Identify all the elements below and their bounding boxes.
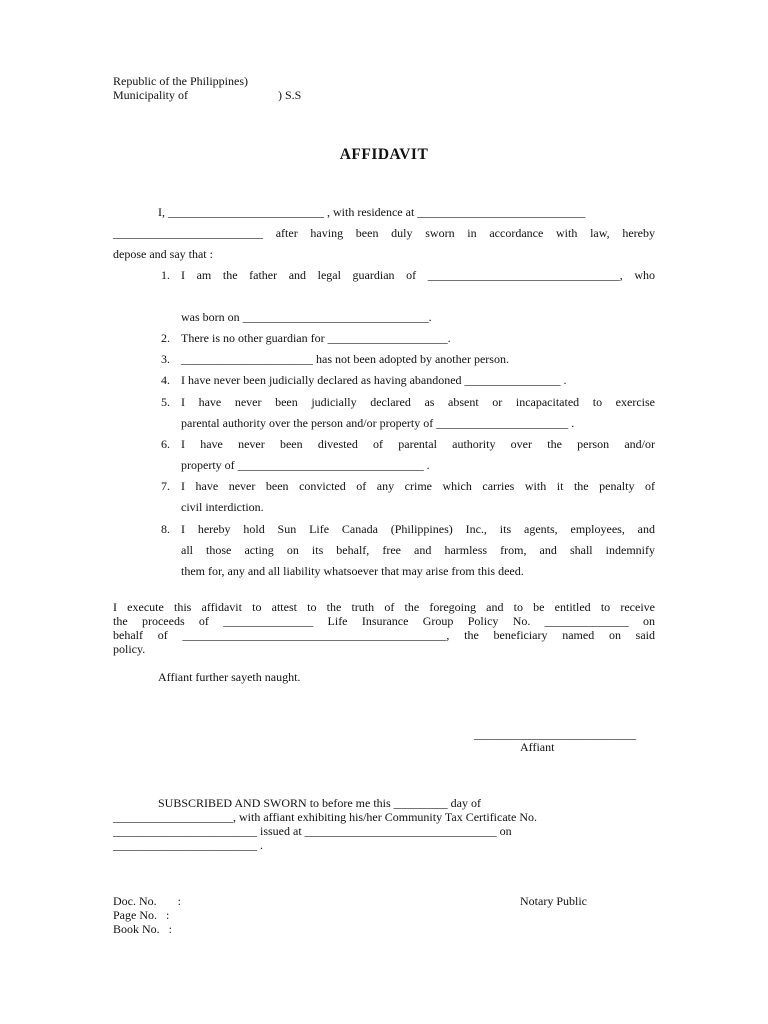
item-8-line-2: all those acting on its behalf, free and harmless from, and shall indemnify <box>181 543 655 557</box>
doc-number-label: Doc. No. : <box>113 894 181 908</box>
item-1-line-1: I am the father and legal guardian of ________________________________, who <box>181 268 655 282</box>
item-4-number: 4. <box>161 373 170 387</box>
affiant-label: Affiant <box>520 740 555 754</box>
item-5-line-1: I have never been judicially declared as absent or incapacitated to exercise <box>181 395 655 409</box>
item-7-line-2: civil interdiction. <box>181 500 264 514</box>
item-8-line-1: I hereby hold Sun Life Canada (Philippines) Inc., its agents, employees, and <box>181 522 655 536</box>
execute-line-4: policy. <box>113 642 146 656</box>
item-8-line-3: them for, any and all liability whatsoever that may arise from this deed. <box>181 564 524 578</box>
item-5-line-2: parental authority over the person and/or property of ______________________ . <box>181 416 575 430</box>
item-1-line-2: was born on _______________________________. <box>181 310 432 324</box>
subscribed-line-4: ________________________ . <box>113 838 263 852</box>
item-3-number: 3. <box>161 352 170 366</box>
item-6-line-1: I have never been divested of parental authority over the person and/or <box>181 437 655 451</box>
item-7-number: 7. <box>161 479 170 493</box>
execute-line-3: behalf of ____________________________________________, the beneficiary named on said <box>113 628 655 642</box>
document-title: AFFIDAVIT <box>339 146 429 163</box>
subscribed-line-1: SUBSCRIBED AND SWORN to before me this _________ day of <box>158 796 481 810</box>
header-municipality: Municipality of ) S.S <box>113 88 302 102</box>
notary-public-label: Notary Public <box>520 894 587 908</box>
item-3-line-1: ______________________ has not been adopted by another person. <box>181 352 509 366</box>
item-4-line-1: I have never been judicially declared as having abandoned ________________ . <box>181 373 567 387</box>
item-7-line-1: I have never been convicted of any crime which carries with it the penalty of <box>181 479 655 493</box>
subscribed-line-2: ____________________, with affiant exhibiting his/her Community Tax Certificate No. <box>113 810 537 824</box>
page-number-label: Page No. : <box>113 908 170 922</box>
item-5-number: 5. <box>161 395 170 409</box>
intro-line-1: I, __________________________ , with residence at ____________________________ <box>158 205 586 219</box>
intro-line-2: _________________________ after having been duly sworn in accordance with law, hereby <box>113 226 655 240</box>
item-6-line-2: property of _______________________________ . <box>181 458 430 472</box>
execute-line-2: the proceeds of _______________ Life Insurance Group Policy No. ______________ on <box>113 614 655 628</box>
affiant-signature-line: ___________________________ <box>474 727 636 741</box>
header-republic: Republic of the Philippines) <box>113 74 248 88</box>
intro-line-3: depose and say that : <box>113 247 213 261</box>
subscribed-line-3: ________________________ issued at ________________________________ on <box>113 824 512 838</box>
item-2-line-1: There is no other guardian for ____________________. <box>181 331 451 345</box>
item-1-number: 1. <box>161 268 170 282</box>
book-number-label: Book No. : <box>113 922 173 936</box>
further-statement: Affiant further sayeth naught. <box>158 670 301 684</box>
item-2-number: 2. <box>161 331 170 345</box>
item-8-number: 8. <box>161 522 170 536</box>
execute-line-1: I execute this affidavit to attest to the truth of the foregoing and to be entitled to receive <box>113 600 655 614</box>
item-6-number: 6. <box>161 437 170 451</box>
